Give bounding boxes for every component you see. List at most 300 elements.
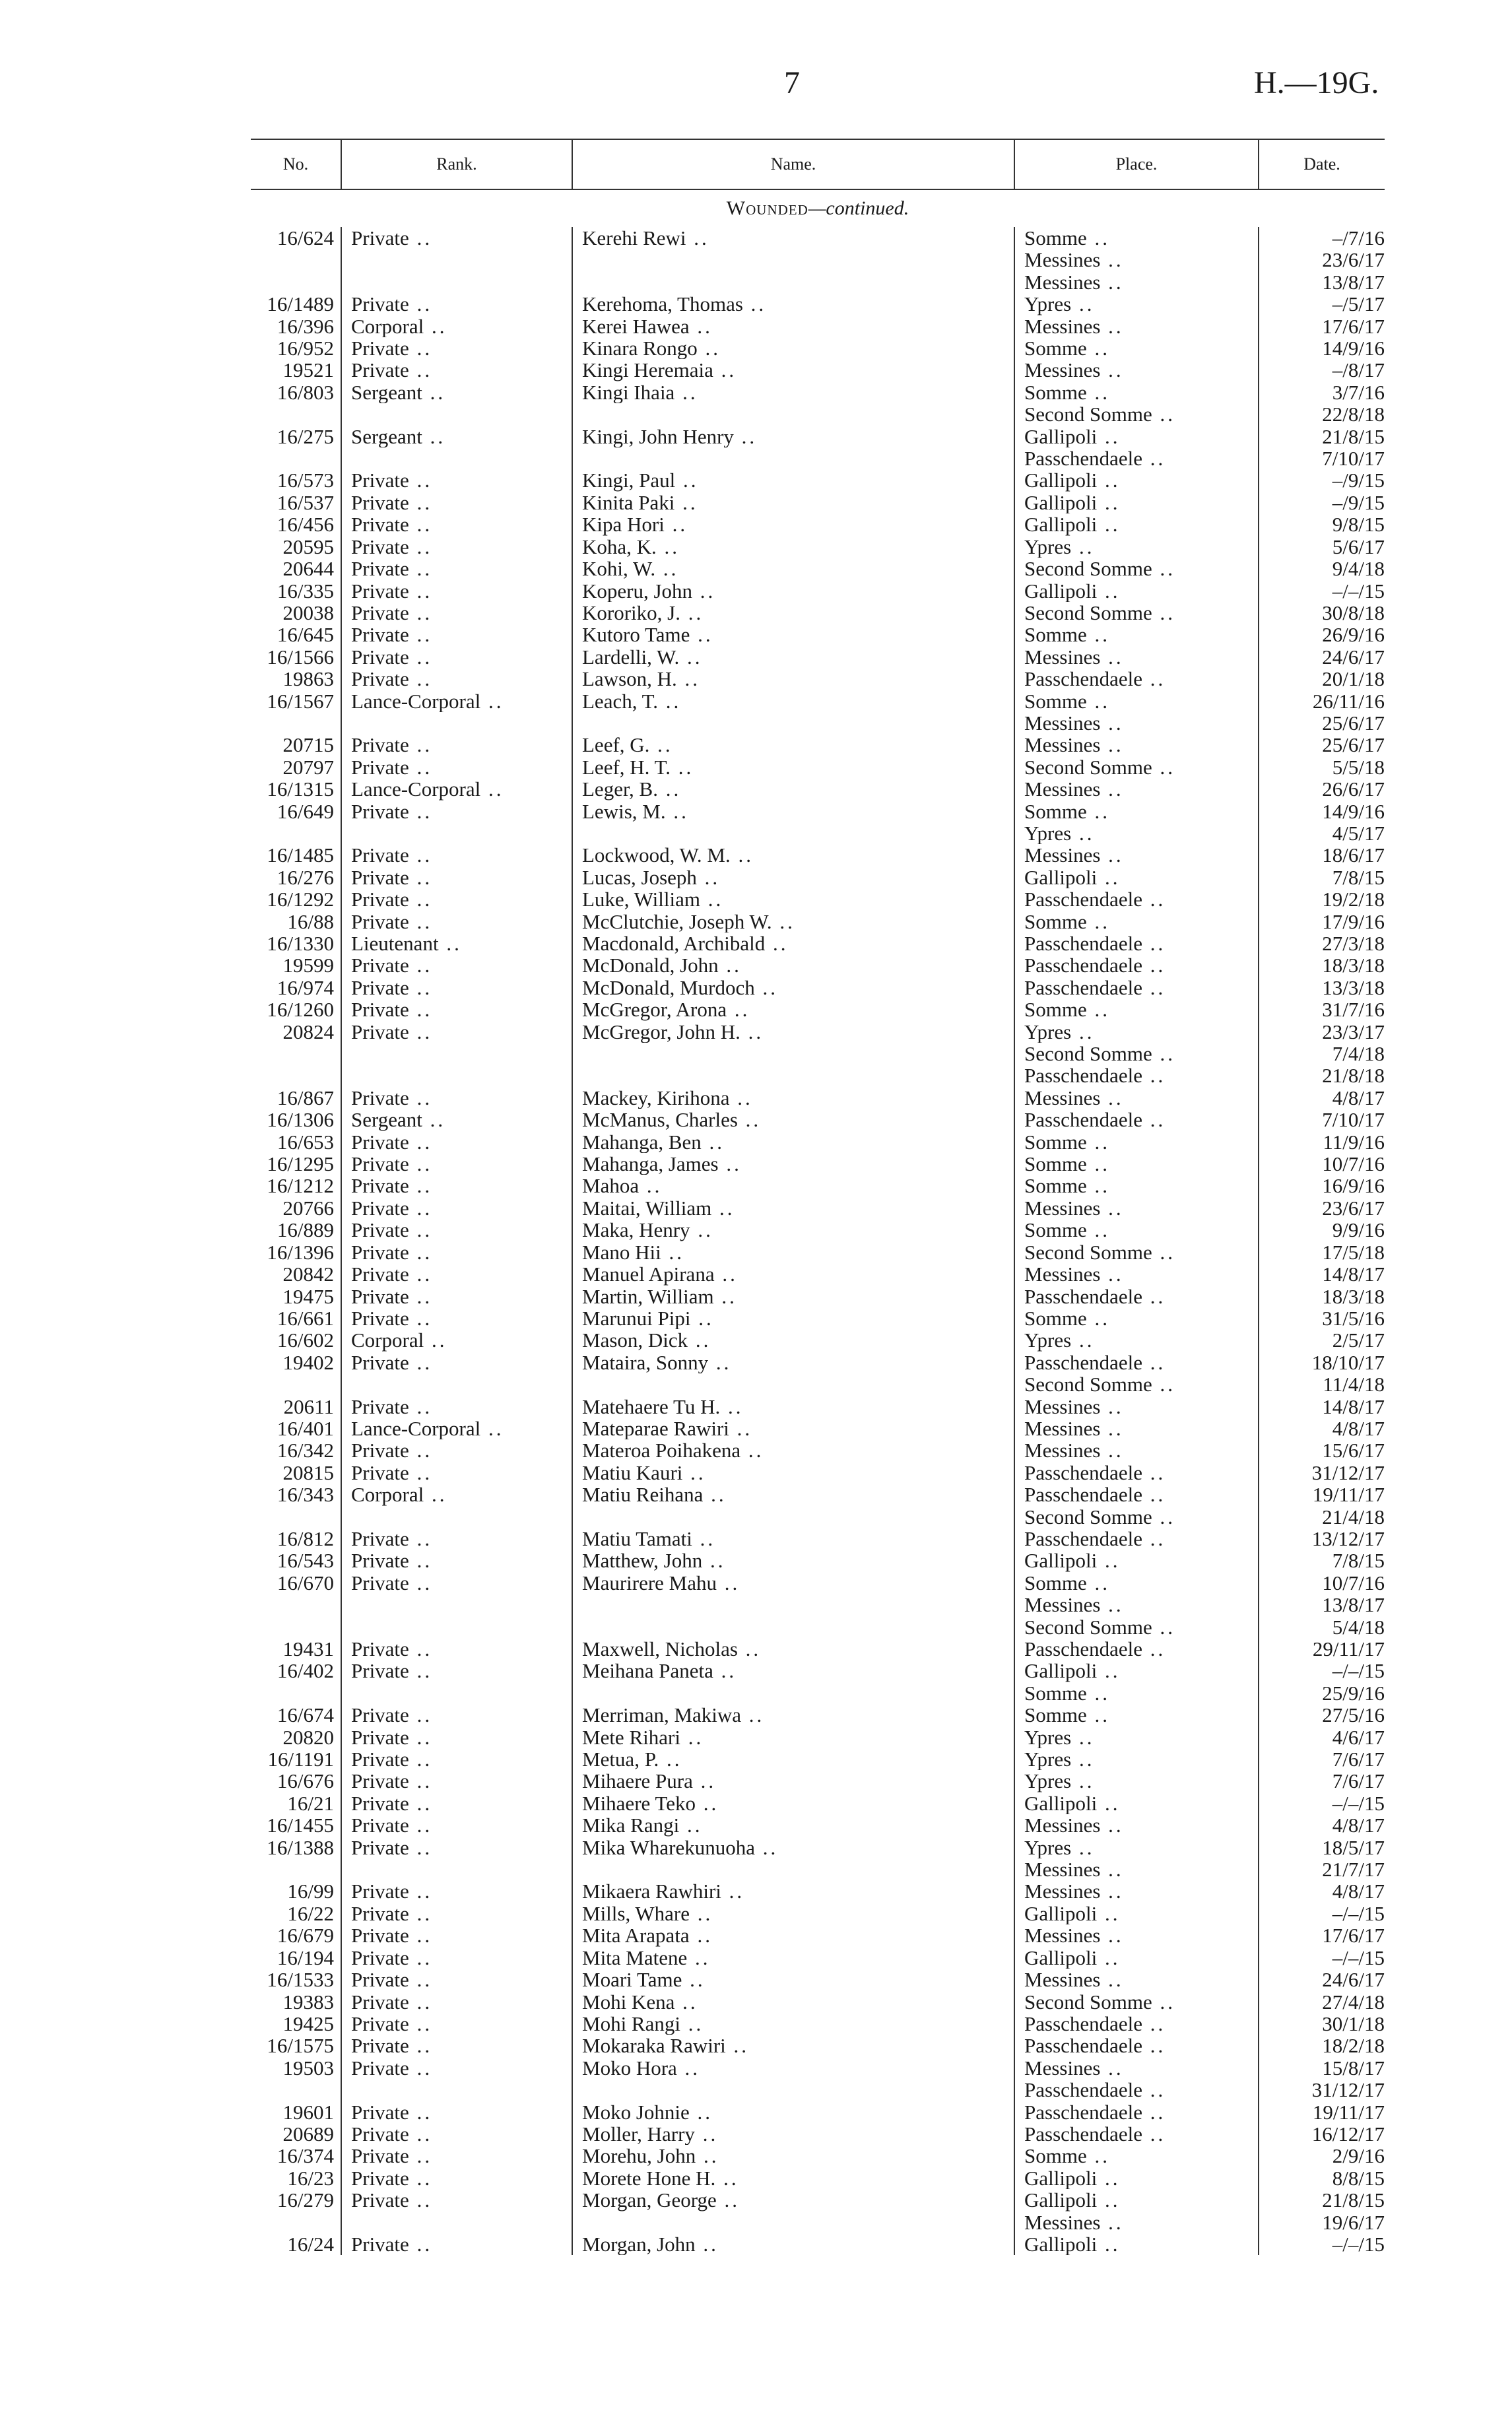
cell-rank	[341, 888, 572, 910]
cell-rank	[341, 337, 572, 359]
name-text: Mika Wharekunuoha	[582, 1836, 755, 1859]
table-row	[251, 888, 1385, 910]
cell-rank	[341, 1660, 572, 1682]
cell-place	[1014, 1373, 1259, 1395]
date-text: 19/11/17	[1312, 2101, 1385, 2123]
leader-dots: ..	[1100, 645, 1124, 669]
leader-dots: ..	[1152, 1505, 1175, 1528]
name-text: McManus, Charles	[582, 1109, 738, 1131]
cell-date	[1259, 271, 1385, 293]
cell-place	[1014, 1286, 1259, 1307]
cell-date	[1259, 1947, 1385, 1969]
date-text: 21/8/15	[1322, 425, 1385, 448]
rank-text: Corporal	[351, 1484, 424, 1506]
leader-dots: ..	[1142, 1527, 1166, 1550]
no-text: 19383	[282, 1990, 334, 2013]
place-text: Second Somme	[1024, 601, 1152, 624]
no-text: 20038	[282, 601, 334, 624]
date-text: 31/12/17	[1311, 1461, 1385, 1484]
cell-name	[572, 492, 1014, 513]
cell-place	[1014, 1484, 1259, 1505]
rank-text: Private	[351, 1307, 409, 1330]
rank-text: Private	[351, 1439, 409, 1462]
table-row	[251, 2013, 1385, 2035]
no-text: 20766	[282, 1196, 334, 1220]
cell-name	[572, 1748, 1014, 1770]
cell-no	[251, 756, 341, 778]
name-text: McGregor, Arona	[582, 999, 727, 1021]
cell-no	[251, 1638, 341, 1660]
cell-name	[572, 2035, 1014, 2056]
cell-place	[1014, 1087, 1259, 1109]
cell-date	[1259, 293, 1385, 315]
name-text: Materoa Poihakena	[582, 1439, 741, 1462]
cell-place	[1014, 2013, 1259, 2035]
cell-no	[251, 801, 341, 822]
cell-no	[251, 1572, 341, 1594]
cell-date	[1259, 624, 1385, 645]
cell-rank	[341, 1616, 572, 1638]
leader-dots: ..	[409, 1726, 433, 1749]
leader-dots: ..	[696, 866, 721, 889]
name-text: Morgan, George	[582, 2189, 717, 2211]
date-text: 7/10/17	[1322, 447, 1385, 470]
cell-date	[1259, 1197, 1385, 1219]
leader-dots: ..	[1071, 1836, 1095, 1859]
cell-place	[1014, 624, 1259, 645]
place-text: Passchendaele	[1024, 1065, 1143, 1087]
rank-text: Private	[351, 359, 409, 381]
cell-no	[251, 2057, 341, 2079]
leader-dots: ..	[424, 315, 447, 338]
column-header-no: No.	[251, 139, 341, 189]
rank-text: Private	[351, 601, 409, 624]
leader-dots: ..	[1152, 1616, 1175, 1638]
place-text: Gallipoli	[1024, 1902, 1098, 1925]
rank-text: Private	[351, 1748, 409, 1771]
cell-rank	[341, 1286, 572, 1307]
table-row	[251, 1065, 1385, 1086]
date-text: 14/9/16	[1322, 337, 1385, 360]
place-text: Second Somme	[1024, 1616, 1152, 1638]
table-row	[251, 1109, 1385, 1130]
cell-name	[572, 778, 1014, 800]
leader-dots: ..	[680, 2012, 704, 2035]
date-text: 14/9/16	[1322, 800, 1385, 822]
cell-place	[1014, 315, 1259, 337]
cell-no	[251, 602, 341, 624]
no-text: 16/1388	[267, 1836, 334, 1859]
leader-dots: ..	[1097, 1792, 1121, 1815]
place-text: Gallipoli	[1024, 866, 1098, 889]
no-text: 16/679	[277, 1924, 334, 1947]
place-text: Second Somme	[1024, 1373, 1152, 1396]
table-row	[251, 1197, 1385, 1219]
cell-date	[1259, 690, 1385, 712]
rank-text: Lance-Corporal	[351, 778, 481, 801]
leader-dots: ..	[409, 2167, 433, 2190]
cell-rank	[341, 1307, 572, 1329]
cell-no	[251, 2123, 341, 2145]
cell-rank	[341, 513, 572, 535]
place-text: Ypres	[1024, 1748, 1072, 1771]
cell-name	[572, 1439, 1014, 1461]
table-row	[251, 1991, 1385, 2013]
leader-dots: ..	[409, 999, 433, 1021]
cell-date	[1259, 1352, 1385, 1373]
cell-date	[1259, 1484, 1385, 1505]
date-text: 25/6/17	[1322, 711, 1385, 735]
leader-dots: ..	[729, 1417, 753, 1440]
place-text: Messines	[1024, 1417, 1101, 1440]
leader-dots: ..	[1142, 2035, 1166, 2057]
cell-no	[251, 1748, 341, 1770]
leader-dots: ..	[1142, 1065, 1166, 1087]
table-row	[251, 1263, 1385, 1285]
leader-dots: ..	[1097, 1660, 1121, 1682]
rank-text: Private	[351, 1285, 409, 1307]
cell-no	[251, 624, 341, 645]
date-text: 13/12/17	[1311, 1527, 1385, 1550]
cell-rank	[341, 271, 572, 293]
cell-place	[1014, 492, 1259, 513]
date-text: 9/4/18	[1332, 558, 1385, 580]
cell-date	[1259, 1660, 1385, 1682]
leader-dots: ..	[480, 1417, 504, 1440]
table-row	[251, 1307, 1385, 1329]
cell-name	[572, 2101, 1014, 2123]
date-text: 4/6/17	[1332, 1726, 1385, 1749]
cell-date	[1259, 911, 1385, 933]
casualty-table	[251, 139, 1385, 2255]
date-text: 11/9/16	[1323, 1130, 1385, 1154]
date-text: 7/6/17	[1332, 1748, 1385, 1771]
cell-date	[1259, 867, 1385, 888]
cell-place	[1014, 1439, 1259, 1461]
cell-rank	[341, 646, 572, 668]
name-text: Mihaere Teko	[582, 1792, 696, 1815]
cell-date	[1259, 2123, 1385, 2145]
cell-no	[251, 2101, 341, 2123]
table-row	[251, 1572, 1385, 1594]
rank-text: Private	[351, 1902, 409, 1925]
cell-no	[251, 1858, 341, 1880]
rank-text: Private	[351, 1946, 409, 1969]
leader-dots: ..	[718, 1153, 742, 1175]
date-text: 23/6/17	[1322, 1196, 1385, 1220]
date-text: 7/8/15	[1332, 866, 1385, 889]
cell-name	[572, 712, 1014, 734]
leader-dots: ..	[1097, 2189, 1121, 2211]
table-row	[251, 1241, 1385, 1263]
date-text: 4/8/17	[1332, 1417, 1385, 1440]
column-header-rank: Rank.	[341, 139, 572, 189]
leader-dots: ..	[409, 2056, 433, 2080]
cell-no	[251, 1991, 341, 2013]
cell-no	[251, 1065, 341, 1086]
leader-dots: ..	[409, 1086, 433, 1109]
rank-text: Private	[351, 1704, 409, 1726]
leader-dots: ..	[409, 558, 433, 580]
document-reference: H.—19G.	[1254, 65, 1379, 100]
leader-dots: ..	[1100, 1417, 1124, 1440]
column-header-date: Date.	[1259, 139, 1385, 189]
rank-text: Private	[351, 2122, 409, 2146]
leader-dots: ..	[409, 1219, 433, 1241]
name-text: Martin, William	[582, 1285, 714, 1307]
cell-name	[572, 1506, 1014, 1528]
cell-date	[1259, 2057, 1385, 2079]
leader-dots: ..	[690, 1219, 713, 1241]
place-text: Ypres	[1024, 1020, 1072, 1043]
leader-dots: ..	[1086, 1307, 1110, 1330]
cell-place	[1014, 337, 1259, 359]
cell-no	[251, 1660, 341, 1682]
place-text: Messines	[1024, 1969, 1101, 1991]
table-row	[251, 690, 1385, 712]
leader-dots: ..	[703, 1484, 727, 1506]
cell-place	[1014, 403, 1259, 425]
cell-date	[1259, 1572, 1385, 1594]
date-text: 24/6/17	[1322, 1969, 1385, 1991]
date-text: 16/12/17	[1311, 2122, 1385, 2146]
name-text: Moari Tame	[582, 1969, 682, 1991]
leader-dots: ..	[1086, 1682, 1110, 1705]
cell-name	[572, 2233, 1014, 2255]
leader-dots: ..	[409, 800, 433, 822]
cell-place	[1014, 293, 1259, 315]
no-text: 16/543	[277, 1550, 334, 1572]
cell-date	[1259, 1528, 1385, 1550]
rank-text: Private	[351, 1814, 409, 1837]
no-text: 20644	[282, 558, 334, 580]
cell-rank	[341, 1903, 572, 1924]
date-text: –/–/15	[1332, 1792, 1385, 1815]
no-text: 16/974	[277, 976, 334, 999]
cell-rank	[341, 2145, 572, 2167]
leader-dots: ..	[409, 513, 433, 536]
table-row	[251, 867, 1385, 888]
leader-dots: ..	[1071, 1748, 1095, 1771]
leader-dots: ..	[711, 1196, 735, 1220]
leader-dots: ..	[1142, 888, 1166, 911]
table-row	[251, 1770, 1385, 1792]
table-row	[251, 1021, 1385, 1043]
table-row	[251, 1924, 1385, 1946]
leader-dots: ..	[409, 1020, 433, 1043]
cell-date	[1259, 2013, 1385, 2035]
leader-dots: ..	[755, 1836, 779, 1859]
no-text: 20797	[282, 756, 334, 779]
leader-dots: ..	[649, 734, 673, 756]
date-text: –/–/15	[1332, 579, 1385, 602]
cell-place	[1014, 469, 1259, 491]
cell-place	[1014, 1352, 1259, 1373]
place-text: Messines	[1024, 1858, 1101, 1881]
rank-text: Private	[351, 337, 409, 360]
leader-dots: ..	[702, 1550, 726, 1572]
name-text: Mika Rangi	[582, 1814, 680, 1837]
cell-date	[1259, 1814, 1385, 1836]
cell-name	[572, 668, 1014, 690]
leader-dots: ..	[1086, 2145, 1110, 2167]
leader-dots: ..	[690, 1902, 713, 1925]
cell-no	[251, 249, 341, 271]
rank-text: Private	[351, 866, 409, 889]
cell-no	[251, 2233, 341, 2255]
rank-text: Sergeant	[351, 1109, 422, 1131]
place-text: Gallipoli	[1024, 425, 1098, 448]
name-text: Moko Johnie	[582, 2101, 690, 2123]
place-text: Passchendaele	[1024, 1285, 1143, 1307]
leader-dots: ..	[1086, 999, 1110, 1021]
leader-dots: ..	[409, 469, 433, 492]
date-text: 17/9/16	[1322, 910, 1385, 933]
name-text: Mikaera Rawhiri	[582, 1880, 721, 1903]
leader-dots: ..	[714, 1263, 738, 1286]
place-text: Second Somme	[1024, 403, 1152, 426]
cell-rank	[341, 2079, 572, 2101]
cell-rank	[341, 359, 572, 381]
table-row	[251, 1858, 1385, 1880]
no-text: 16/24	[287, 2233, 334, 2256]
date-text: 16/9/16	[1322, 1175, 1385, 1197]
name-text: Kingi, John Henry	[582, 425, 734, 448]
leader-dots: ..	[409, 535, 433, 558]
no-text: 16/1260	[267, 999, 334, 1021]
name-text: Metua, P.	[582, 1748, 659, 1771]
leader-dots: ..	[730, 844, 754, 867]
cell-name	[572, 1109, 1014, 1130]
table-row	[251, 2123, 1385, 2145]
table-row	[251, 1528, 1385, 1550]
cell-date	[1259, 1903, 1385, 1924]
place-text: Somme	[1024, 1130, 1087, 1154]
table-row	[251, 602, 1385, 624]
cell-place	[1014, 426, 1259, 447]
name-text: Kohi, W.	[582, 558, 656, 580]
cell-date	[1259, 646, 1385, 668]
leader-dots: ..	[689, 315, 713, 338]
leader-dots: ..	[1071, 293, 1095, 315]
name-text: Morete Hone H.	[582, 2167, 716, 2190]
table-row	[251, 1506, 1385, 1528]
rank-text: Private	[351, 293, 409, 315]
no-text: 20595	[282, 535, 334, 558]
place-text: Messines	[1024, 1594, 1101, 1616]
leader-dots: ..	[409, 1550, 433, 1572]
cell-name	[572, 1352, 1014, 1373]
place-text: Gallipoli	[1024, 2189, 1098, 2211]
date-text: –/7/16	[1332, 227, 1385, 249]
cell-place	[1014, 447, 1259, 469]
table-row	[251, 1418, 1385, 1439]
cell-rank	[341, 1065, 572, 1086]
place-text: Messines	[1024, 711, 1101, 735]
cell-date	[1259, 1462, 1385, 1484]
table-row	[251, 1153, 1385, 1175]
cell-rank	[341, 1792, 572, 1814]
cell-name	[572, 1814, 1014, 1836]
leader-dots: ..	[692, 1770, 717, 1792]
cell-name	[572, 315, 1014, 337]
cell-name	[572, 337, 1014, 359]
leader-dots: ..	[1100, 844, 1124, 867]
cell-no	[251, 2189, 341, 2211]
cell-name	[572, 536, 1014, 558]
cell-name	[572, 403, 1014, 425]
table-row	[251, 1903, 1385, 1924]
cell-name	[572, 1153, 1014, 1175]
cell-name	[572, 867, 1014, 888]
name-text: McGregor, John H.	[582, 1020, 740, 1043]
table-row	[251, 359, 1385, 381]
cell-date	[1259, 447, 1385, 469]
leader-dots: ..	[1097, 425, 1121, 448]
leader-dots: ..	[409, 844, 433, 867]
place-text: Messines	[1024, 1439, 1101, 1462]
name-text: Matehaere Tu H.	[582, 1395, 721, 1418]
cell-rank	[341, 403, 572, 425]
cell-rank	[341, 1396, 572, 1418]
date-text: 5/5/18	[1332, 756, 1385, 779]
cell-name	[572, 2057, 1014, 2079]
leader-dots: ..	[1142, 2079, 1166, 2101]
table-row	[251, 1131, 1385, 1153]
cell-rank	[341, 1131, 572, 1153]
cell-name	[572, 646, 1014, 668]
rank-text: Sergeant	[351, 381, 422, 404]
cell-rank	[341, 602, 572, 624]
place-text: Passchendaele	[1024, 888, 1143, 911]
no-text: 16/1455	[267, 1814, 334, 1837]
place-text: Ypres	[1024, 535, 1072, 558]
cell-date	[1259, 1219, 1385, 1241]
no-text: 19599	[282, 954, 334, 977]
place-text: Somme	[1024, 1682, 1087, 1705]
no-text: 16/279	[277, 2189, 334, 2211]
place-text: Passchendaele	[1024, 1351, 1143, 1374]
cell-place	[1014, 381, 1259, 403]
date-text: 2/5/17	[1332, 1329, 1385, 1352]
cell-name	[572, 1726, 1014, 1748]
leader-dots: ..	[718, 954, 742, 977]
cell-name	[572, 1880, 1014, 1902]
cell-no	[251, 271, 341, 293]
date-text: 30/8/18	[1322, 601, 1385, 624]
leader-dots: ..	[1071, 1726, 1095, 1749]
cell-name	[572, 1021, 1014, 1043]
cell-rank	[341, 381, 572, 403]
table-row	[251, 447, 1385, 469]
date-text: 15/8/17	[1322, 2056, 1385, 2080]
cell-place	[1014, 1043, 1259, 1065]
table-row	[251, 624, 1385, 645]
cell-no	[251, 492, 341, 513]
cell-date	[1259, 1021, 1385, 1043]
page-number: 7	[784, 65, 800, 100]
leader-dots: ..	[1100, 711, 1124, 735]
cell-place	[1014, 580, 1259, 602]
leader-dots: ..	[1086, 1219, 1110, 1241]
name-text: Manuel Apirana	[582, 1263, 715, 1286]
name-text: Morehu, John	[582, 2145, 696, 2167]
name-text: Kutoro Tame	[582, 624, 690, 646]
cell-no	[251, 778, 341, 800]
table-row	[251, 801, 1385, 822]
leader-dots: ..	[409, 1946, 433, 1969]
cell-no	[251, 1770, 341, 1792]
